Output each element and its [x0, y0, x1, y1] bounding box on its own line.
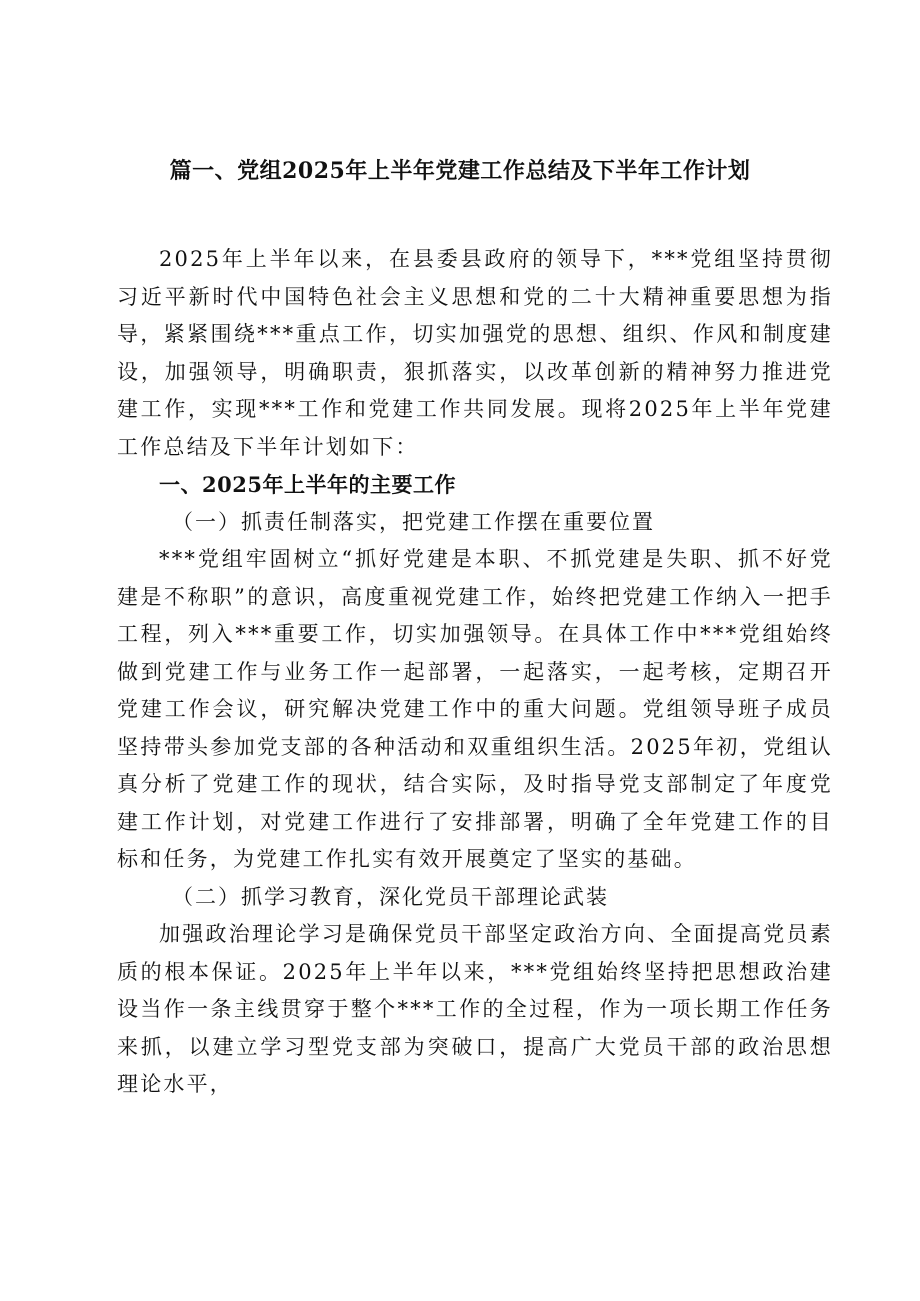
document-body — [117, 241, 833, 1104]
responsibility-paragraph: ***党组牢固树立“抓好党建是本职、不抓党建是失职、抓不好党建是不称职”的意识，高度重视党建工作，始终把党建工作纳入一把手工程，列入***重要工作，切实加强领导。在具体工作中***党组始终做到党建工作与业务工作一起部署，一起落实，一起考核，定期召开党建工作会议，研究解决党建工作中的重大问题。党组领导班子成员坚持带头参加党支部的各种活动和双重组织生活。2025年初，党组认真分析了党建工作的现状，结合实际，及时指导党支部制定了年度党建工作计划，对党建工作进行了安排部署，明确了全年党建工作的目标和任务，为党建工作扎实有效开展奠定了坚实的基础。 — [117, 547, 833, 871]
subsection-heading-study: （二）抓学习教育，深化党员干部理论武装 — [172, 884, 609, 909]
subsection-heading-responsibility: （一）抓责任制落实，把党建工作摆在重要位置 — [172, 509, 655, 534]
document-title: 篇一、党组2025年上半年党建工作总结及下半年工作计划 — [169, 158, 751, 184]
intro-paragraph: 2025年上半年以来，在县委县政府的领导下，***党组坚持贯彻习近平新时代中国特色社会主义思想和党的二十大精神重要思想为指导，紧紧围绕***重点工作，切实加强党的思想、组织、作风和制度建设，加强领导，明确职责，狠抓落实，以改革创新的精神努力推进党建工作，实现***工作和党建工作共同发展。现将2025年上半年党建工作总结及下半年计划如下： — [117, 247, 833, 459]
section-heading-main-work: 一、2025年上半年的主要工作 — [159, 472, 456, 497]
study-paragraph: 加强政治理论学习是确保党员干部坚定政治方向、全面提高党员素质的根本保证。2025年上半年以来，***党组始终坚持把思想政治建设当作一条主线贯穿于整个***工作的全过程，作为一项长期工作任务来抓，以建立学习型党支部为突破口，提高广大党员干部的政治思想理论水平， — [117, 922, 833, 1096]
